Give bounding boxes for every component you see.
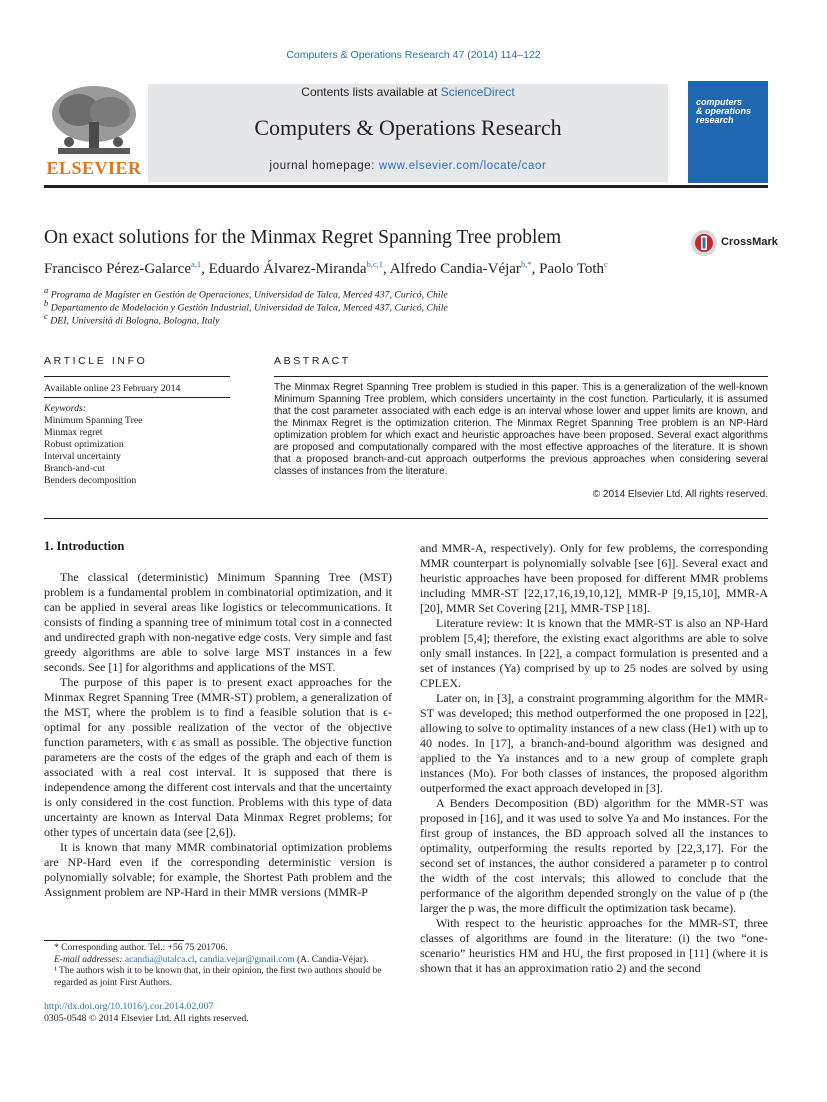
abstract-heading: ABSTRACT — [274, 355, 351, 367]
body-column-right — [420, 541, 768, 976]
keywords-label: Keywords: — [44, 403, 87, 414]
doi-block — [44, 1001, 249, 1025]
body-column-left — [44, 570, 392, 900]
doi-link[interactable]: http://dx.doi.org/10.1016/j.cor.2014.02.007 — [44, 1001, 214, 1012]
journal-title: Computers & Operations Research — [254, 115, 562, 140]
footnote-rule — [44, 940, 184, 941]
homepage-prefix: journal homepage: — [269, 160, 379, 172]
abstract-text: The Minmax Regret Spanning Tree problem is studied in this paper. This is a generalization of the well-known Minimum Spanning Tree problem, which considers uncertainty in the cost function. Particularly, it is assumed that the cost parameter associated with each edge is an interval whose lower and upper limits are known, and the Minmax Regret is the optimization criterion. The Minmax Regret Spanning Tree problem is an NP-Hard optimization problem for which exact and heuristic approaches have been proposed. Several exact algorithms are proposed and computationally compared with the most effective approaches of the literature. It is shown that a proposed branch-and-cut approach outperforms the previous approaches when considering several classes of instances from the literature. — [274, 382, 768, 477]
sciencedirect-link[interactable]: ScienceDirect — [440, 85, 515, 99]
crossmark-label: CrossMark — [721, 236, 778, 248]
author[interactable]: Alfredo Candia-Véjar$^{b,*}$, — [389, 259, 540, 277]
paragraph: The classical (deterministic) Minimum Spanning Tree (MST) problem is a fundamental problem in combinatorial optimization, and it can be applied in several areas like logistics or telecommunications. It consists of finding a spanning tree of minimum total cost in a connected and undirected graph with non-negative edge costs. Very simple and fast greedy algorithms are able to solve large MST instances in a few seconds. See [1] for algorithms and applications of the MST. — [44, 570, 393, 674]
header-rule — [44, 185, 768, 188]
paragraph: and MMR-A, respectively). Only for few problems, the corresponding MMR counterpart is polynomially solvable [see [6]]. Several exact and heuristic approaches have been proposed for different MMR problems including MMR-ST [22,17,16,19,10,12], MMR-P [9,15,10], MMR-A [20], MMR Set Covering [21], MMR-TSP [18]. — [420, 541, 768, 615]
keywords-block — [44, 403, 143, 487]
keyword: Benders decomposition — [44, 475, 137, 486]
paragraph: With respect to the heuristic approaches for the MMR-ST, three classes of algorithms are found in the literature: (i) the two “one-scenario” heuristics HM and HU, the first proposed in [11] (where it is shown that it has an approximation ratio 2) and the second — [420, 916, 768, 975]
divider — [44, 518, 768, 519]
paragraph: Literature review: It is known that the MMR-ST is also an NP-Hard problem [5,4]; therefore, the existing exact algorithms are able to solve only small instances. In [22], a compact formulation is presented and a set of instances (Ya) comprised by up to 25 nodes are solved by using CPLEX. — [420, 616, 768, 690]
author-list — [44, 259, 608, 278]
keyword: Minimum Spanning Tree — [44, 415, 143, 426]
journal-homepage-link[interactable]: www.elsevier.com/locate/caor — [378, 160, 547, 172]
divider — [274, 376, 768, 377]
footnote-1: ¹ The authors wish it to be known that, in their opinion, the first two authors should be regarded as joint First Authors. — [54, 966, 382, 988]
contents-prefix: Contents lists available at — [301, 85, 441, 99]
elsevier-wordmark: ELSEVIER — [46, 158, 142, 178]
section-heading-introduction: 1. Introduction — [44, 539, 125, 553]
contents-line — [148, 85, 668, 99]
divider — [44, 397, 230, 398]
journal-citation[interactable]: Computers & Operations Research 47 (2014) 114–122 — [286, 49, 541, 61]
crossmark-icon — [690, 229, 718, 257]
affiliation: $^a$ Programa de Magíster en Gestión de Operaciones, Universidad de Talca, Merced 437, Curicó, Chile — [44, 285, 448, 301]
footnote-corresponding: * Corresponding author. Tel.: +56 75 201706. — [54, 943, 228, 953]
footnote-email: E-mail addresses: acandia@utalca.cl, candia.vejar@gmail.com (A. Candia-Véjar). — [54, 954, 369, 965]
author[interactable]: Eduardo Álvarez-Miranda$^{b,c,1}$, — [208, 259, 390, 277]
keyword: Robust optimization — [44, 439, 124, 450]
paragraph: Later on, in [3], a constraint programming algorithm for the MMR-ST was developed; this method outperformed the one proposed in [22], allowing to solve to optimality instances of a new class (He1) with up to 40 nodes. In [17], a branch-and-bound algorithm was designed and applied to the Ya instances and to a new group of complete graph instances (Mo). For both classes of instances, the proposed algorithm outperformed the exact approach developed in [3]. — [420, 691, 768, 795]
email-link[interactable]: candia.vejar@gmail.com — [199, 954, 295, 965]
keyword: Minmax regret — [44, 427, 103, 438]
cover-title: computers & operations research — [696, 97, 752, 125]
keyword: Interval uncertainty — [44, 451, 121, 462]
journal-homepage-line — [148, 160, 668, 172]
paragraph: The purpose of this paper is to present exact approaches for the Minmax Regret Spanning Tree (MMR-ST) problem, a generalization of the MST, where the problem is to find a feasible solution that is ϵ-optimal for any possible realization of the vector of the objective function parameters, with ϵ as small as possible. The objective function parameters are the costs of the edges of the graph and each of them is associated with a real cost interval. It is supposed that there is independence among the different cost intervals and that the uncertainty is only considered in the cost function. Problems with this type of data uncertainty are known as Interval Data Minmax Regret problems; for other types of uncertain data (see [2,6]). — [44, 675, 392, 839]
keyword: Branch-and-cut — [44, 463, 105, 474]
author[interactable]: Paolo Toth$^c$ — [539, 259, 608, 277]
crossmark-badge[interactable] — [690, 229, 778, 257]
affiliation: $^b$ Departamento de Modelación y Gestión Industrial, Universidad de Talca, Merced 437, Curicó, Chile — [44, 298, 448, 314]
footnotes — [44, 943, 394, 989]
affiliation: $^c$ DEI, Università di Bologna, Bologna, Italy — [44, 311, 220, 327]
issn-line: 0305-0548 © 2014 Elsevier Ltd. All rights reserved. — [44, 1013, 249, 1024]
paragraph: A Benders Decomposition (BD) algorithm for the MMR-ST was proposed in [16], and it was used to solve Ya and Mo instances. For the first group of instances, the BD approach solved all the instances to optimality, outperforming the results reported by [22,3,17]. For the second set of instances, the author considered a parameter p to control the width of the cost intervals; this allowed to conclude that the performance of the algorithm depended strongly on the value of p (the larger the p was, the more difficult the optimization task became). — [420, 796, 768, 915]
abstract-copyright: © 2014 Elsevier Ltd. All rights reserved. — [592, 489, 768, 500]
paragraph: It is known that many MMR combinatorial optimization problems are NP-Hard even if the corresponding deterministic version is polynomially solvable; for example, the Shortest Path problem and the Assignment problem are NP-Hard in their MMR versions (MMR-P — [44, 840, 392, 899]
journal-cover-image[interactable] — [688, 81, 768, 183]
article-info-heading: ARTICLE INFO — [44, 355, 148, 367]
paper-title: On exact solutions for the Minmax Regret Spanning Tree problem — [44, 227, 562, 248]
email-link[interactable]: acandia@utalca.cl — [124, 954, 195, 965]
divider — [44, 376, 230, 377]
author[interactable]: Francisco Pérez-Galarce$^{a,1}$, — [44, 259, 209, 277]
available-online: Available online 23 February 2014 — [44, 383, 181, 394]
